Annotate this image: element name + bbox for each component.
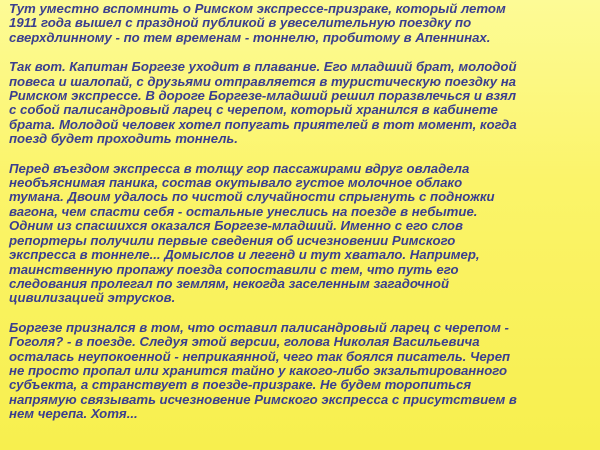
text-line: Одним из спасшихся оказался Боргезе-младший. Именно с его слов xyxy=(9,218,463,234)
text-line: 1911 года вышел с праздной публикой в увеселительную поездку по xyxy=(9,15,472,31)
text-line: нем черепа. Хотя... xyxy=(9,406,138,422)
text-line: Римском экспрессе. В дороге Боргезе-младший решил поразвлечься и взял xyxy=(9,88,517,104)
paragraph-4 xyxy=(9,321,594,422)
text-line: Перед въездом экспресса в толщу гор пассажирами вдруг овладела xyxy=(9,160,470,176)
text-line: поезд будет проходить тоннель. xyxy=(9,131,238,147)
text-line: тумана. Двоим удалось по чистой случайности спрыгнуть с подножки xyxy=(9,189,495,205)
text-line: таинственную пропажу поезда сопоставили с тем, что путь его xyxy=(9,261,459,277)
paragraph-1 xyxy=(9,2,594,45)
text-line: субъекта, а странствует в поезде-призраке. Не будем торопиться xyxy=(9,377,472,393)
text-line: брата. Молодой человек хотел попугать приятелей в тот момент, когда xyxy=(9,116,517,132)
text-line: осталась неупокоенной - неприкаянной, чего так боялся писатель. Череп xyxy=(9,348,511,364)
text-line: повеса и шалопай, с друзьями отправляется в туристическую поездку на xyxy=(9,73,516,89)
text-line: экспресса в тоннеле... Домыслов и легенд и тут хватало. Например, xyxy=(9,247,480,263)
text-line: Боргезе признался в том, что оставил палисандровый ларец с черепом - xyxy=(9,319,509,335)
text-line: Тут уместно вспомнить о Римском экспрессе-призраке, который летом xyxy=(9,1,506,16)
text-line: сверхдлинному - по тем временам - тоннелю, пробитому в Апеннинах. xyxy=(9,29,491,45)
text-line: цивилизацией этрусков. xyxy=(9,290,176,306)
paragraph-3 xyxy=(9,162,594,306)
text-line: следования пролегал по землям, некогда заселенным загадочной xyxy=(9,275,450,291)
text-line: необъяснимая паника, состав окутывало густое молочное облако xyxy=(9,175,463,191)
text-line: напрямую связывать исчезновение Римского экспресса с присутствием в xyxy=(9,391,517,407)
text-line: Гоголя? - в поезде. Следуя этой версии, голова Николая Васильевича xyxy=(9,334,480,350)
paragraph-2 xyxy=(9,60,594,146)
text-line: не просто пропал или хранится тайно у какого-либо экзальтированного xyxy=(9,362,508,378)
text-line: Так вот. Капитан Боргезе уходит в плавание. Его младший брат, молодой xyxy=(9,59,517,75)
text-line: вагона, чем спасти себя - остальные унеслись на поезде в небытие. xyxy=(9,203,478,219)
text-line: репортеры получили первые сведения об исчезновении Римского xyxy=(9,232,456,248)
text-line: с собой палисандровый ларец с черепом, который хранился в кабинете xyxy=(9,102,498,118)
